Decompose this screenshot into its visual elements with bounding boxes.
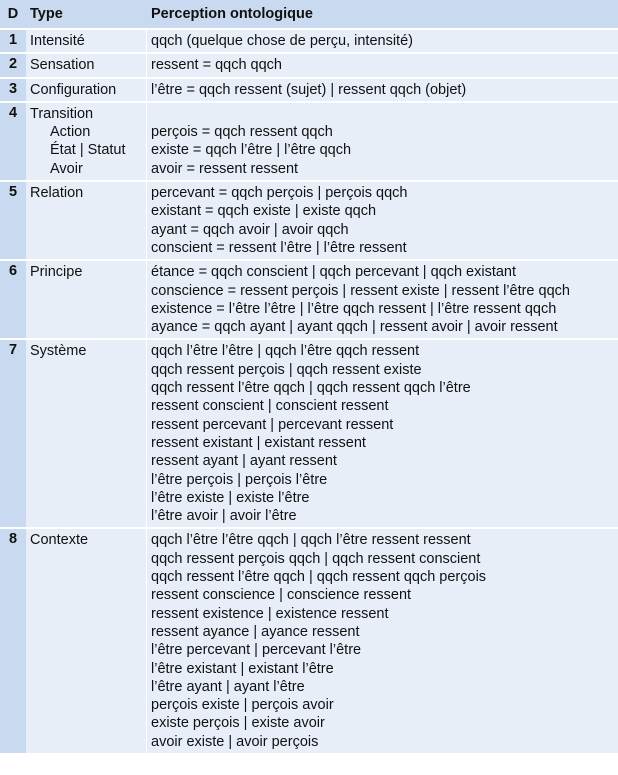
perception-line: avoir existe | avoir perçois bbox=[151, 733, 319, 750]
perception-line: ressent = qqch qqch bbox=[151, 57, 282, 74]
header-type: Type bbox=[30, 6, 63, 22]
type-label: Transition bbox=[30, 105, 94, 122]
perception-line: qqch ressent perçois qqch | qqch ressent conscient bbox=[151, 550, 481, 567]
perception-line: l’être existant | existant l’être bbox=[151, 660, 334, 677]
perception-line: qqch l’être l’être qqch | qqch l’être ressent ressent bbox=[151, 532, 471, 549]
row-number: 3 bbox=[0, 79, 26, 101]
perception-line: existant = qqch existe | existe qqch bbox=[151, 203, 377, 220]
perception-line: perçois = qqch ressent qqch bbox=[151, 124, 333, 141]
row-number: 7 bbox=[0, 340, 26, 527]
perception-line: conscient = ressent l’être | l’être ressent bbox=[151, 239, 407, 256]
perception-line: ayance = qqch ayant | ayant qqch | ressent avoir | avoir ressent bbox=[151, 319, 558, 336]
perception-line: ressent ayant | ayant ressent bbox=[151, 453, 337, 470]
row-type bbox=[26, 103, 147, 180]
table-row bbox=[0, 77, 618, 101]
perception-line: l’être = qqch ressent (sujet) | ressent qqch (objet) bbox=[151, 81, 467, 98]
row-type bbox=[26, 182, 147, 259]
perception-line: qqch ressent l’être qqch | qqch ressent qqch perçois bbox=[151, 569, 487, 586]
row-number: 8 bbox=[0, 529, 26, 753]
row-number: 4 bbox=[0, 103, 26, 180]
row-perception bbox=[147, 182, 618, 259]
header-perception: Perception ontologique bbox=[151, 6, 313, 22]
row-perception bbox=[147, 529, 618, 753]
table-body bbox=[0, 28, 618, 753]
row-number: 1 bbox=[0, 30, 26, 52]
type-label: Principe bbox=[30, 264, 83, 281]
row-perception bbox=[147, 54, 618, 76]
type-label: Contexte bbox=[30, 532, 89, 549]
perception-line: qqch ressent perçois | qqch ressent existe bbox=[151, 361, 422, 378]
perception-line: l’être avoir | avoir l’être bbox=[151, 508, 297, 525]
table-row bbox=[0, 28, 618, 52]
perception-line bbox=[151, 105, 618, 123]
type-label: Sensation bbox=[30, 57, 95, 74]
row-perception bbox=[147, 103, 618, 180]
row-number: 5 bbox=[0, 182, 26, 259]
perception-line: ayant = qqch avoir | avoir qqch bbox=[151, 221, 349, 238]
perception-line: existence = l’être l’être | l’être qqch ressent | l’être ressent qqch bbox=[151, 300, 557, 317]
row-number: 2 bbox=[0, 54, 26, 76]
perception-line: l’être ayant | ayant l’être bbox=[151, 678, 305, 695]
perception-line: conscience = ressent perçois | ressent existe | ressent l’être qqch bbox=[151, 282, 570, 299]
perception-line: ressent conscience | conscience ressent bbox=[151, 587, 412, 604]
row-type bbox=[26, 79, 147, 101]
subtype-label: Action bbox=[50, 124, 91, 141]
row-perception bbox=[147, 340, 618, 527]
perception-line: ressent ayance | ayance ressent bbox=[151, 623, 360, 640]
perception-line: qqch (quelque chose de perçu, intensité) bbox=[151, 33, 413, 49]
row-type bbox=[26, 261, 147, 338]
table-row bbox=[0, 52, 618, 76]
perception-line: qqch ressent l’être qqch | qqch ressent qqch l’être bbox=[151, 380, 471, 397]
perception-line: l’être perçois | perçois l’être bbox=[151, 471, 328, 488]
header-d: D bbox=[7, 6, 19, 22]
row-type bbox=[26, 529, 147, 753]
perception-line: l’être existe | existe l’être bbox=[151, 489, 310, 506]
type-label: Configuration bbox=[30, 81, 117, 98]
table-row bbox=[0, 259, 618, 338]
subtype-label: Avoir bbox=[50, 160, 83, 177]
type-label: Système bbox=[30, 343, 87, 360]
row-type bbox=[26, 54, 147, 76]
row-type bbox=[26, 30, 147, 52]
perception-line: existe perçois | existe avoir bbox=[151, 715, 325, 732]
row-perception bbox=[147, 30, 618, 52]
row-type bbox=[26, 340, 147, 527]
table-row bbox=[0, 101, 618, 180]
perception-line: étance = qqch conscient | qqch percevant | qqch existant bbox=[151, 264, 517, 281]
row-number: 6 bbox=[0, 261, 26, 338]
perception-line: l’être percevant | percevant l’être bbox=[151, 642, 362, 659]
table-row bbox=[0, 527, 618, 753]
type-label: Relation bbox=[30, 185, 84, 202]
perception-line: qqch l’être l’être | qqch l’être qqch ressent bbox=[151, 343, 420, 360]
row-perception bbox=[147, 261, 618, 338]
perception-line: ressent percevant | percevant ressent bbox=[151, 416, 394, 433]
perception-line: existe = qqch l’être | l’être qqch bbox=[151, 142, 352, 159]
subtype-label: État | Statut bbox=[50, 142, 126, 159]
perception-line: avoir = ressent ressent bbox=[151, 160, 299, 177]
table-row bbox=[0, 180, 618, 259]
table-row bbox=[0, 338, 618, 527]
perception-line: ressent conscient | conscient ressent bbox=[151, 398, 389, 415]
table-header bbox=[0, 0, 618, 28]
perception-line: perçois existe | perçois avoir bbox=[151, 697, 334, 714]
row-perception bbox=[147, 79, 618, 101]
perception-line: ressent existant | existant ressent bbox=[151, 434, 366, 451]
type-label: Intensité bbox=[30, 33, 85, 49]
perception-line: percevant = qqch perçois | perçois qqch bbox=[151, 185, 408, 202]
perception-line: ressent existence | existence ressent bbox=[151, 605, 389, 622]
